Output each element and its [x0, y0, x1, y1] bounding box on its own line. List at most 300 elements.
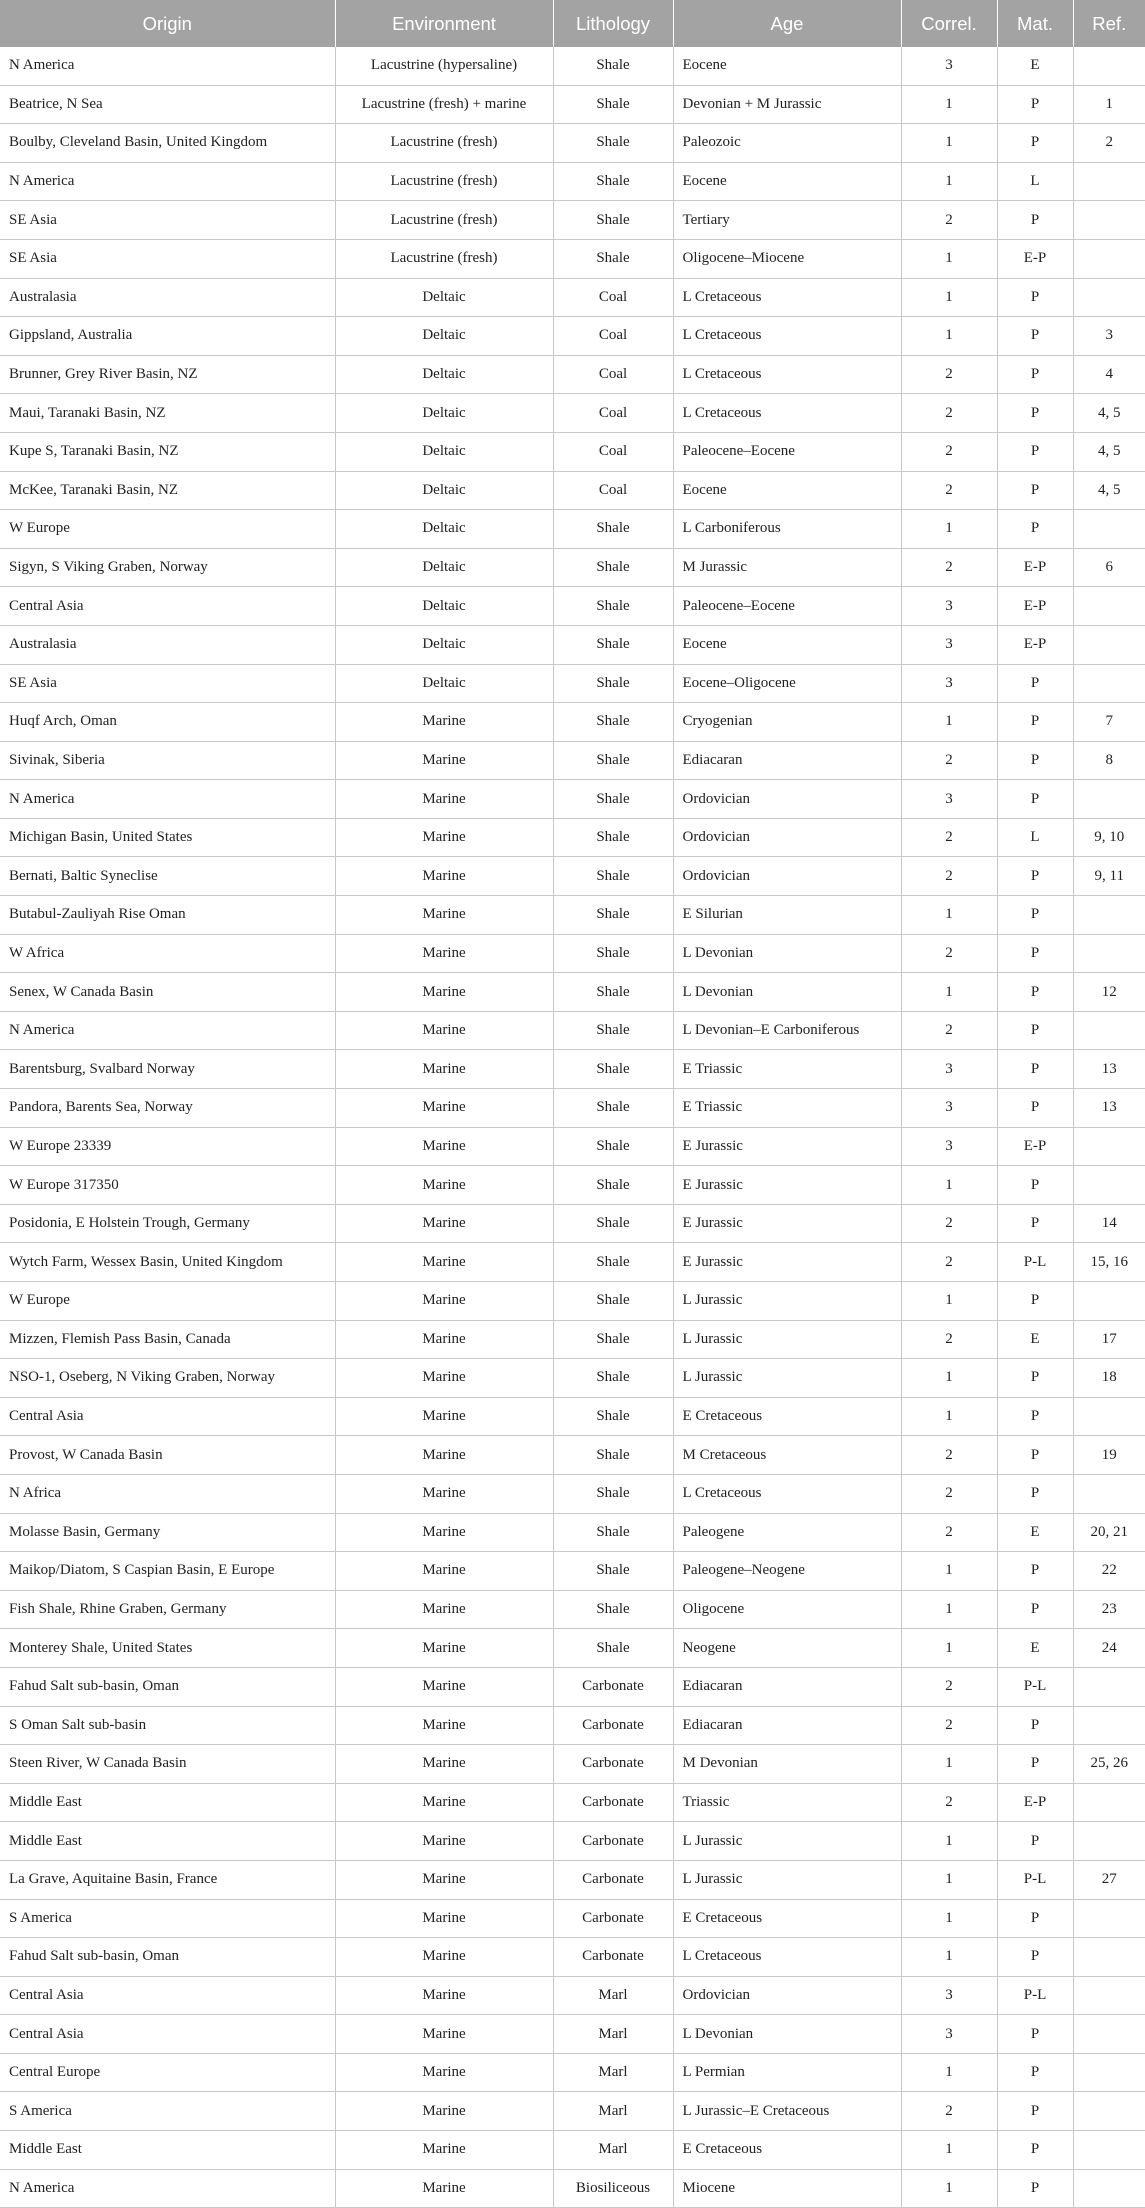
table-row [0, 471, 1145, 510]
cell-environment: Marine [335, 1783, 553, 1822]
cell-ref [1073, 1899, 1145, 1938]
cell-lithology: Marl [553, 2092, 673, 2131]
cell-correl: 1 [901, 510, 997, 549]
table-row [0, 2015, 1145, 2054]
table-row [0, 1822, 1145, 1861]
table-row [0, 239, 1145, 278]
table-row [0, 1706, 1145, 1745]
table-row [0, 1899, 1145, 1938]
cell-origin: Huqf Arch, Oman [0, 703, 335, 742]
cell-ref: 3 [1073, 317, 1145, 356]
cell-origin: Middle East [0, 1822, 335, 1861]
cell-age: Ediacaran [673, 1667, 901, 1706]
cell-mat: P [997, 857, 1073, 896]
cell-correl: 2 [901, 432, 997, 471]
cell-ref: 18 [1073, 1359, 1145, 1398]
cell-origin: N America [0, 2169, 335, 2208]
cell-lithology: Shale [553, 741, 673, 780]
cell-ref: 8 [1073, 741, 1145, 780]
cell-ref [1073, 1822, 1145, 1861]
cell-origin: SE Asia [0, 239, 335, 278]
cell-age: Ordovician [673, 818, 901, 857]
table-row [0, 1976, 1145, 2015]
cell-ref: 15, 16 [1073, 1243, 1145, 1282]
table-row [0, 201, 1145, 240]
cell-mat: P [997, 85, 1073, 124]
cell-lithology: Carbonate [553, 1899, 673, 1938]
cell-mat: E-P [997, 1127, 1073, 1166]
cell-mat: P [997, 1822, 1073, 1861]
cell-ref: 20, 21 [1073, 1513, 1145, 1552]
table-row [0, 2169, 1145, 2208]
cell-ref: 25, 26 [1073, 1745, 1145, 1784]
table-row [0, 394, 1145, 433]
cell-lithology: Shale [553, 1590, 673, 1629]
cell-environment: Marine [335, 780, 553, 819]
cell-mat: E-P [997, 625, 1073, 664]
cell-age: Eocene [673, 471, 901, 510]
cell-correl: 3 [901, 1089, 997, 1128]
cell-origin: N Africa [0, 1474, 335, 1513]
cell-mat: P [997, 1204, 1073, 1243]
cell-correl: 1 [901, 1282, 997, 1321]
cell-environment: Marine [335, 1667, 553, 1706]
cell-ref: 4, 5 [1073, 432, 1145, 471]
cell-ref: 7 [1073, 703, 1145, 742]
cell-lithology: Shale [553, 1359, 673, 1398]
cell-origin: Brunner, Grey River Basin, NZ [0, 355, 335, 394]
cell-environment: Marine [335, 2169, 553, 2208]
cell-origin: N America [0, 47, 335, 85]
cell-origin: Senex, W Canada Basin [0, 973, 335, 1012]
cell-age: Ediacaran [673, 1706, 901, 1745]
cell-age: Miocene [673, 2169, 901, 2208]
header-lithology: Lithology [553, 0, 673, 47]
cell-ref: 13 [1073, 1089, 1145, 1128]
cell-lithology: Shale [553, 47, 673, 85]
cell-origin: Wytch Farm, Wessex Basin, United Kingdom [0, 1243, 335, 1282]
cell-lithology: Shale [553, 1397, 673, 1436]
cell-ref: 23 [1073, 1590, 1145, 1629]
cell-correl: 3 [901, 625, 997, 664]
cell-origin: Kupe S, Taranaki Basin, NZ [0, 432, 335, 471]
header-environment: Environment [335, 0, 553, 47]
cell-ref [1073, 780, 1145, 819]
cell-age: E Cretaceous [673, 1899, 901, 1938]
cell-correl: 1 [901, 1590, 997, 1629]
cell-correl: 2 [901, 741, 997, 780]
cell-mat: L [997, 162, 1073, 201]
table-row [0, 1860, 1145, 1899]
cell-lithology: Marl [553, 2053, 673, 2092]
cell-environment: Lacustrine (fresh) + marine [335, 85, 553, 124]
cell-mat: E-P [997, 548, 1073, 587]
cell-age: L Cretaceous [673, 1938, 901, 1977]
cell-environment: Marine [335, 1166, 553, 1205]
cell-mat: L [997, 818, 1073, 857]
cell-origin: Bernati, Baltic Syneclise [0, 857, 335, 896]
table-header-row [0, 0, 1145, 47]
cell-correl: 2 [901, 1667, 997, 1706]
table-row [0, 124, 1145, 163]
cell-environment: Marine [335, 1976, 553, 2015]
cell-correl: 1 [901, 2053, 997, 2092]
table-row [0, 1359, 1145, 1398]
cell-mat: P [997, 278, 1073, 317]
cell-mat: P-L [997, 1667, 1073, 1706]
cell-correl: 1 [901, 2131, 997, 2170]
table-row [0, 2053, 1145, 2092]
cell-correl: 3 [901, 2015, 997, 2054]
cell-mat: E [997, 47, 1073, 85]
cell-ref: 9, 11 [1073, 857, 1145, 896]
cell-ref: 6 [1073, 548, 1145, 587]
cell-correl: 1 [901, 973, 997, 1012]
table-row [0, 1282, 1145, 1321]
cell-mat: P [997, 1745, 1073, 1784]
cell-environment: Lacustrine (fresh) [335, 124, 553, 163]
cell-mat: P [997, 1474, 1073, 1513]
cell-ref [1073, 1474, 1145, 1513]
table-row [0, 510, 1145, 549]
cell-ref [1073, 162, 1145, 201]
cell-correl: 2 [901, 857, 997, 896]
cell-lithology: Shale [553, 1513, 673, 1552]
cell-ref: 13 [1073, 1050, 1145, 1089]
cell-mat: P-L [997, 1243, 1073, 1282]
cell-age: L Jurassic–E Cretaceous [673, 2092, 901, 2131]
cell-correl: 1 [901, 1822, 997, 1861]
cell-origin: Australasia [0, 278, 335, 317]
cell-correl: 3 [901, 1127, 997, 1166]
cell-mat: P [997, 1706, 1073, 1745]
cell-environment: Deltaic [335, 432, 553, 471]
cell-ref: 22 [1073, 1552, 1145, 1591]
cell-age: Cryogenian [673, 703, 901, 742]
cell-age: Ediacaran [673, 741, 901, 780]
cell-age: L Jurassic [673, 1320, 901, 1359]
cell-origin: NSO-1, Oseberg, N Viking Graben, Norway [0, 1359, 335, 1398]
table-row [0, 432, 1145, 471]
cell-origin: Posidonia, E Holstein Trough, Germany [0, 1204, 335, 1243]
cell-age: Tertiary [673, 201, 901, 240]
cell-correl: 2 [901, 1474, 997, 1513]
table-row [0, 587, 1145, 626]
cell-lithology: Shale [553, 1243, 673, 1282]
cell-age: Neogene [673, 1629, 901, 1668]
cell-mat: P [997, 510, 1073, 549]
cell-lithology: Carbonate [553, 1745, 673, 1784]
cell-mat: P [997, 1590, 1073, 1629]
cell-age: L Jurassic [673, 1860, 901, 1899]
cell-lithology: Shale [553, 1552, 673, 1591]
cell-age: E Jurassic [673, 1204, 901, 1243]
cell-ref [1073, 1397, 1145, 1436]
cell-lithology: Shale [553, 703, 673, 742]
cell-ref [1073, 1783, 1145, 1822]
cell-mat: P [997, 317, 1073, 356]
cell-mat: P [997, 2131, 1073, 2170]
cell-mat: P [997, 1282, 1073, 1321]
cell-lithology: Shale [553, 934, 673, 973]
cell-environment: Deltaic [335, 471, 553, 510]
cell-lithology: Carbonate [553, 1938, 673, 1977]
cell-lithology: Shale [553, 818, 673, 857]
cell-environment: Marine [335, 1938, 553, 1977]
cell-environment: Marine [335, 1552, 553, 1591]
cell-mat: P [997, 780, 1073, 819]
cell-lithology: Shale [553, 587, 673, 626]
cell-ref [1073, 2169, 1145, 2208]
table-row [0, 1089, 1145, 1128]
cell-environment: Marine [335, 1474, 553, 1513]
cell-lithology: Shale [553, 1320, 673, 1359]
table-row [0, 47, 1145, 85]
cell-lithology: Shale [553, 1474, 673, 1513]
cell-mat: P [997, 664, 1073, 703]
header-ref: Ref. [1073, 0, 1145, 47]
cell-age: Devonian + M Jurassic [673, 85, 901, 124]
cell-correl: 1 [901, 1899, 997, 1938]
cell-environment: Marine [335, 2131, 553, 2170]
cell-origin: McKee, Taranaki Basin, NZ [0, 471, 335, 510]
cell-ref [1073, 625, 1145, 664]
cell-age: L Cretaceous [673, 278, 901, 317]
cell-lithology: Shale [553, 780, 673, 819]
cell-environment: Deltaic [335, 394, 553, 433]
cell-origin: W Europe [0, 1282, 335, 1321]
cell-age: M Cretaceous [673, 1436, 901, 1475]
cell-origin: Barentsburg, Svalbard Norway [0, 1050, 335, 1089]
table-row [0, 625, 1145, 664]
cell-mat: P [997, 432, 1073, 471]
header-age: Age [673, 0, 901, 47]
cell-origin: Provost, W Canada Basin [0, 1436, 335, 1475]
cell-lithology: Biosiliceous [553, 2169, 673, 2208]
cell-environment: Deltaic [335, 355, 553, 394]
table-row [0, 2092, 1145, 2131]
table-row [0, 2131, 1145, 2170]
cell-environment: Marine [335, 1629, 553, 1668]
header-origin: Origin [0, 0, 335, 47]
cell-origin: Steen River, W Canada Basin [0, 1745, 335, 1784]
cell-mat: P [997, 741, 1073, 780]
cell-origin: Central Asia [0, 587, 335, 626]
cell-lithology: Carbonate [553, 1822, 673, 1861]
cell-origin: Butabul-Zauliyah Rise Oman [0, 896, 335, 935]
cell-age: Ordovician [673, 780, 901, 819]
cell-correl: 1 [901, 1860, 997, 1899]
cell-origin: Central Asia [0, 1976, 335, 2015]
table-row [0, 85, 1145, 124]
cell-lithology: Coal [553, 317, 673, 356]
cell-age: Eocene [673, 47, 901, 85]
cell-environment: Marine [335, 1243, 553, 1282]
cell-environment: Marine [335, 1397, 553, 1436]
table-row [0, 1667, 1145, 1706]
cell-environment: Marine [335, 1050, 553, 1089]
cell-environment: Marine [335, 1590, 553, 1629]
cell-mat: P [997, 2169, 1073, 2208]
cell-origin: W Europe 317350 [0, 1166, 335, 1205]
cell-lithology: Shale [553, 1050, 673, 1089]
cell-age: Paleogene [673, 1513, 901, 1552]
cell-ref: 4, 5 [1073, 471, 1145, 510]
table-row [0, 355, 1145, 394]
cell-ref: 1 [1073, 85, 1145, 124]
table-row [0, 664, 1145, 703]
table-row [0, 857, 1145, 896]
cell-ref: 19 [1073, 1436, 1145, 1475]
cell-origin: W Europe 23339 [0, 1127, 335, 1166]
table-row [0, 1783, 1145, 1822]
cell-lithology: Carbonate [553, 1860, 673, 1899]
cell-environment: Marine [335, 896, 553, 935]
cell-mat: P [997, 1397, 1073, 1436]
cell-mat: P [997, 1359, 1073, 1398]
cell-lithology: Coal [553, 471, 673, 510]
cell-lithology: Shale [553, 1166, 673, 1205]
cell-mat: E [997, 1629, 1073, 1668]
cell-age: E Cretaceous [673, 1397, 901, 1436]
cell-environment: Marine [335, 2053, 553, 2092]
cell-origin: Gippsland, Australia [0, 317, 335, 356]
cell-environment: Marine [335, 857, 553, 896]
cell-lithology: Shale [553, 857, 673, 896]
header-mat: Mat. [997, 0, 1073, 47]
cell-origin: Central Europe [0, 2053, 335, 2092]
cell-origin: Central Asia [0, 2015, 335, 2054]
cell-origin: W Europe [0, 510, 335, 549]
cell-lithology: Shale [553, 201, 673, 240]
cell-ref [1073, 510, 1145, 549]
cell-correl: 3 [901, 47, 997, 85]
cell-origin: Middle East [0, 2131, 335, 2170]
cell-ref [1073, 1938, 1145, 1977]
cell-age: L Devonian [673, 934, 901, 973]
cell-age: L Jurassic [673, 1822, 901, 1861]
cell-lithology: Shale [553, 1011, 673, 1050]
table-row [0, 780, 1145, 819]
cell-mat: P [997, 1050, 1073, 1089]
cell-correl: 1 [901, 1359, 997, 1398]
table-body [0, 47, 1145, 2208]
cell-ref [1073, 587, 1145, 626]
cell-age: L Jurassic [673, 1282, 901, 1321]
cell-correl: 1 [901, 317, 997, 356]
cell-mat: P [997, 471, 1073, 510]
cell-lithology: Shale [553, 973, 673, 1012]
cell-correl: 1 [901, 124, 997, 163]
cell-origin: Maikop/Diatom, S Caspian Basin, E Europe [0, 1552, 335, 1591]
table-row [0, 1243, 1145, 1282]
cell-lithology: Shale [553, 124, 673, 163]
cell-correl: 2 [901, 2092, 997, 2131]
cell-mat: E-P [997, 239, 1073, 278]
cell-lithology: Marl [553, 2131, 673, 2170]
cell-origin: La Grave, Aquitaine Basin, France [0, 1860, 335, 1899]
cell-age: M Devonian [673, 1745, 901, 1784]
cell-correl: 2 [901, 355, 997, 394]
cell-ref [1073, 47, 1145, 85]
cell-ref: 9, 10 [1073, 818, 1145, 857]
cell-mat: P-L [997, 1976, 1073, 2015]
cell-age: L Permian [673, 2053, 901, 2092]
cell-lithology: Shale [553, 239, 673, 278]
table-row [0, 934, 1145, 973]
cell-environment: Deltaic [335, 587, 553, 626]
cell-origin: Maui, Taranaki Basin, NZ [0, 394, 335, 433]
cell-origin: Michigan Basin, United States [0, 818, 335, 857]
cell-environment: Marine [335, 934, 553, 973]
cell-environment: Lacustrine (fresh) [335, 201, 553, 240]
cell-mat: P [997, 1938, 1073, 1977]
cell-origin: Sigyn, S Viking Graben, Norway [0, 548, 335, 587]
cell-origin: Pandora, Barents Sea, Norway [0, 1089, 335, 1128]
cell-correl: 2 [901, 1320, 997, 1359]
cell-ref [1073, 278, 1145, 317]
table-row [0, 1166, 1145, 1205]
cell-ref [1073, 896, 1145, 935]
table-row [0, 1590, 1145, 1629]
cell-origin: Molasse Basin, Germany [0, 1513, 335, 1552]
cell-ref: 4 [1073, 355, 1145, 394]
cell-environment: Marine [335, 973, 553, 1012]
cell-lithology: Carbonate [553, 1706, 673, 1745]
table-row [0, 317, 1145, 356]
cell-environment: Marine [335, 1745, 553, 1784]
cell-mat: P-L [997, 1860, 1073, 1899]
cell-correl: 1 [901, 1397, 997, 1436]
cell-origin: Monterey Shale, United States [0, 1629, 335, 1668]
table-row [0, 741, 1145, 780]
cell-ref [1073, 2053, 1145, 2092]
cell-environment: Marine [335, 703, 553, 742]
cell-age: L Cretaceous [673, 317, 901, 356]
cell-correl: 2 [901, 1706, 997, 1745]
cell-lithology: Shale [553, 896, 673, 935]
cell-lithology: Coal [553, 432, 673, 471]
cell-correl: 1 [901, 896, 997, 935]
cell-correl: 2 [901, 1204, 997, 1243]
cell-mat: P [997, 1552, 1073, 1591]
cell-correl: 1 [901, 1938, 997, 1977]
cell-age: Eocene [673, 625, 901, 664]
cell-environment: Lacustrine (hypersaline) [335, 47, 553, 85]
cell-age: L Carboniferous [673, 510, 901, 549]
cell-age: Paleozoic [673, 124, 901, 163]
cell-environment: Marine [335, 1822, 553, 1861]
cell-age: E Triassic [673, 1089, 901, 1128]
cell-origin: S America [0, 2092, 335, 2131]
cell-ref [1073, 2131, 1145, 2170]
cell-mat: P [997, 201, 1073, 240]
cell-ref: 17 [1073, 1320, 1145, 1359]
cell-lithology: Shale [553, 1282, 673, 1321]
cell-mat: P [997, 1166, 1073, 1205]
cell-environment: Deltaic [335, 664, 553, 703]
cell-lithology: Shale [553, 85, 673, 124]
cell-correl: 2 [901, 1436, 997, 1475]
cell-mat: P [997, 2092, 1073, 2131]
cell-lithology: Shale [553, 625, 673, 664]
table-row [0, 1127, 1145, 1166]
cell-mat: P [997, 1899, 1073, 1938]
cell-origin: Sivinak, Siberia [0, 741, 335, 780]
cell-origin: SE Asia [0, 664, 335, 703]
cell-age: Eocene–Oligocene [673, 664, 901, 703]
cell-mat: E [997, 1513, 1073, 1552]
